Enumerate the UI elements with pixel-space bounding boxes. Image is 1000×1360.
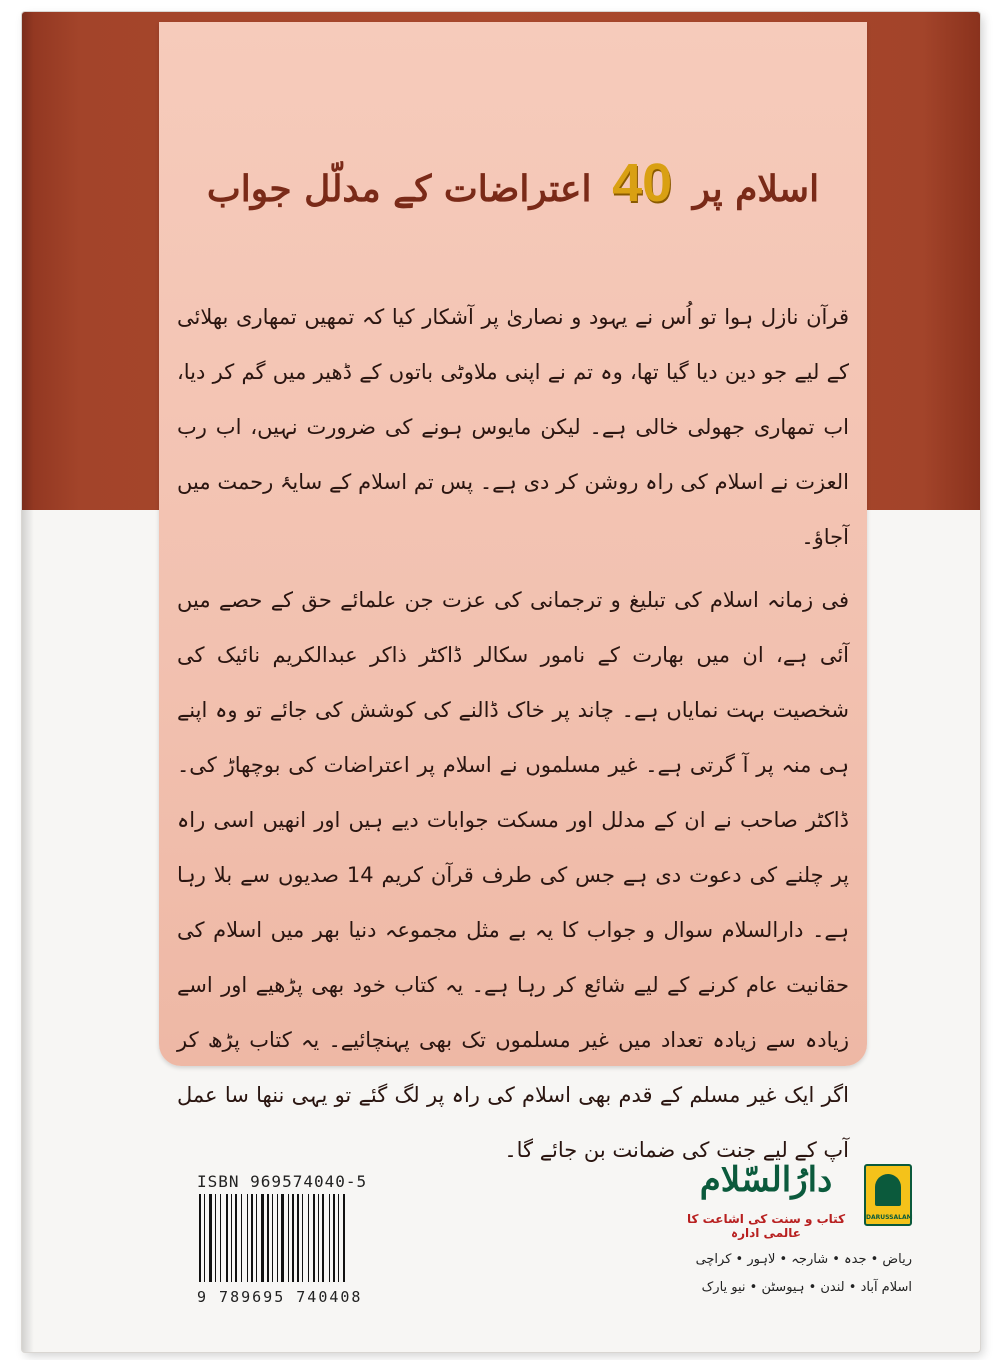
barcode-bar: [215, 1194, 216, 1282]
barcode-bar: [251, 1194, 253, 1282]
barcode-bar: [318, 1194, 319, 1282]
barcode-bar: [343, 1194, 345, 1282]
barcode-bar: [272, 1194, 273, 1282]
blurb-text: [177, 290, 849, 1186]
barcode-bar: [308, 1194, 309, 1282]
barcode-bar: [329, 1194, 330, 1282]
book-title: [159, 152, 867, 214]
publisher-tagline: کتاب و سنت کی اشاعت کا عالمی ادارہ: [686, 1212, 846, 1240]
publisher-logo-icon: [864, 1164, 912, 1226]
title-before: اسلام پر: [692, 168, 820, 210]
isbn-digits: 9 789695 740408: [197, 1288, 363, 1306]
publisher-block: [672, 1152, 912, 1312]
barcode-bar: [256, 1194, 257, 1282]
barcode-bar: [267, 1194, 269, 1282]
blurb-paragraph-2: فی زمانہ اسلام کی تبلیغ و ترجمانی کی عزت جن علمائے حق کے حصے میں آئی ہے، ان میں بھارت کے نامور سکالر ڈاکٹر ذاکر عبدالکریم نائیک کی شخصیت بہت نمایاں ہے۔ چاند پر خاک ڈالنے کی کوشش کی جائے تو وہ اپنے ہی منہ پر آ گرتی ہے۔ غیر مسلموں نے اسلام پر اعتراضات کی بوچھاڑ کی۔ ڈاکٹر صاحب نے ان کے مدلل اور مسکت جوابات دیے ہیں اور انھیں اسی راہ پر چلنے کی دعوت دی ہے جس کی طرف قرآن کریم 14 صدیوں سے بلا رہا ہے۔ دارالسلام سوال و جواب کا یہ بے مثل مجموعہ دنیا بھر میں اسلام کی حقانیت عام کرنے کے لیے شائع کر رہا ہے۔ یہ کتاب خود بھی پڑھیے اور اسے زیادہ سے زیادہ تعداد میں غیر مسلموں تک بھی پہنچائیے۔ یہ کتاب پڑھ کر اگر ایک غیر مسلم کے قدم بھی اسلام کی راہ پر لگ گئے تو یہی ننھا سا عمل آپ کے لیے جنت کی ضمانت بن جائے گا۔: [177, 588, 850, 1162]
barcode-bar: [322, 1194, 324, 1282]
barcode-bar: [313, 1194, 315, 1282]
publisher-cities-line-1: ریاض • جدہ • شارجہ • لاہور • کراچی: [695, 1252, 912, 1267]
barcode-bar: [288, 1194, 289, 1282]
barcode: [197, 1194, 392, 1286]
barcode-bar: [261, 1194, 264, 1282]
barcode-bar: [297, 1194, 299, 1282]
barcode-bar: [302, 1194, 303, 1282]
book-back-cover: [22, 12, 980, 1352]
isbn-barcode-block: [197, 1172, 392, 1310]
barcode-bar: [292, 1194, 294, 1282]
title-number: 40: [612, 153, 673, 213]
barcode-bar: [199, 1194, 201, 1282]
spine-shadow: [22, 12, 34, 1352]
barcode-bar: [338, 1194, 339, 1282]
isbn-label: ISBN 969574040-5: [197, 1172, 368, 1191]
barcode-bar: [231, 1194, 232, 1282]
barcode-bar: [333, 1194, 335, 1282]
publisher-name: دارُالسّلام: [699, 1160, 833, 1200]
logo-caption: DARUSSALAM: [866, 1214, 913, 1221]
barcode-bar: [277, 1194, 278, 1282]
title-after: اعتراضات کے مدلّل جواب: [206, 168, 592, 210]
logo-arch-icon: [875, 1174, 901, 1206]
barcode-bar: [204, 1194, 205, 1282]
barcode-bar: [226, 1194, 228, 1282]
blurb-paragraph-1: قرآن نازل ہوا تو اُس نے یہود و نصاریٰ پر آشکار کیا کہ تمھیں تمھاری بھلائی کے لیے جو دین دیا گیا تھا، وہ تم نے اپنی ملاوٹی باتوں کے ڈھیر میں گم کر دیا، اب تمھاری جھولی خالی ہے۔ لیکن مایوس ہونے کی ضرورت نہیں، اب رب العزت نے اسلام کی راہ روشن کر دی ہے۔ پس تم اسلام کے سایۂ رحمت میں آجاؤ۔: [177, 305, 849, 549]
barcode-bar: [209, 1194, 212, 1282]
barcode-bar: [235, 1194, 237, 1282]
barcode-bar: [247, 1194, 248, 1282]
publisher-cities-line-2: اسلام آباد • لندن • ہیوسٹن • نیو یارک: [701, 1280, 912, 1295]
barcode-bar: [281, 1194, 284, 1282]
barcode-bar: [220, 1194, 221, 1282]
blurb-panel: [159, 22, 867, 1162]
barcode-bar: [241, 1194, 242, 1282]
